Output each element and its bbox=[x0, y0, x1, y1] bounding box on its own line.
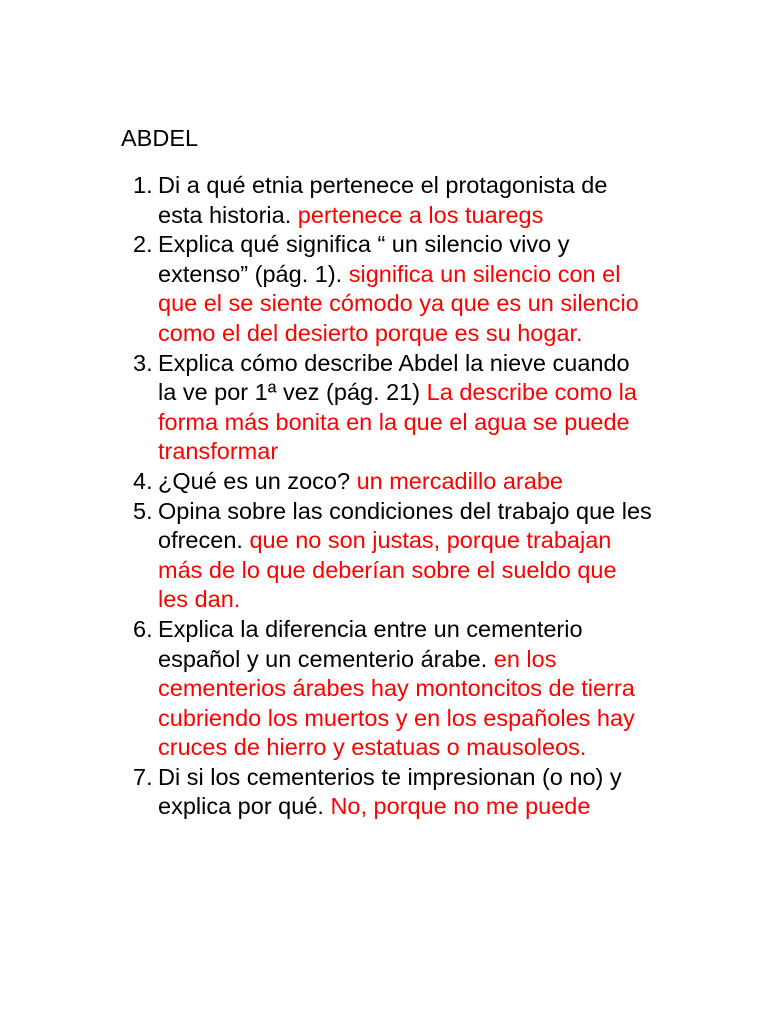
question-item bbox=[0, 171, 653, 230]
question-number: 3. bbox=[133, 349, 153, 376]
answer-text: No, porque no me puede bbox=[330, 793, 591, 820]
question-text: Opina sobre las condiciones del trabajo que les ofrecen. bbox=[158, 497, 652, 554]
question-item bbox=[0, 467, 653, 497]
answer-text: La describe como la forma más bonita en la que el agua se puede transformar bbox=[158, 379, 637, 465]
question-number: 5. bbox=[133, 497, 153, 524]
question-number: 4. bbox=[133, 467, 153, 494]
document-title: ABDEL bbox=[121, 125, 199, 151]
question-text: Di si los cementerios te impresionan (o no) y explica por qué. bbox=[158, 763, 622, 820]
question-text: Explica qué significa “ un silencio vivo y extenso” (pág. 1). bbox=[158, 231, 570, 287]
question-number: 1. bbox=[133, 172, 153, 198]
question-text: Di a qué etnia pertenece el protagonista de esta historia. bbox=[158, 172, 608, 228]
answer-text: en los cementerios árabes hay montoncitos de tierra cubriendo los muertos y en los españoles hay cruces de hierro y estatuas o mausoleos. bbox=[158, 645, 635, 761]
question-text: Explica cómo describe Abdel la nieve cuando la ve por 1ª vez (pág. 21) bbox=[158, 349, 630, 406]
question-item bbox=[0, 763, 653, 822]
question-number: 6. bbox=[133, 615, 153, 642]
answer-text: significa un silencio con el que el se siente cómodo ya que es un silencio como el del desierto porque es su hogar. bbox=[158, 260, 639, 346]
question-text: ¿Qué es un zoco? bbox=[158, 467, 357, 494]
question-item bbox=[0, 497, 653, 615]
answer-text: pertenece a los tuaregs bbox=[297, 201, 544, 228]
question-item bbox=[0, 230, 653, 348]
question-list bbox=[0, 171, 768, 822]
answer-text: un mercadillo arabe bbox=[356, 467, 563, 494]
question-item bbox=[0, 615, 653, 763]
question-text: Explica la diferencia entre un cementerio español y un cementerio árabe. bbox=[158, 615, 583, 672]
question-number: 7. bbox=[133, 763, 153, 790]
question-number: 2. bbox=[133, 231, 153, 258]
question-item bbox=[0, 349, 653, 467]
answer-text: que no son justas, porque trabajan más de lo que deberían sobre el sueldo que les dan. bbox=[158, 527, 617, 613]
